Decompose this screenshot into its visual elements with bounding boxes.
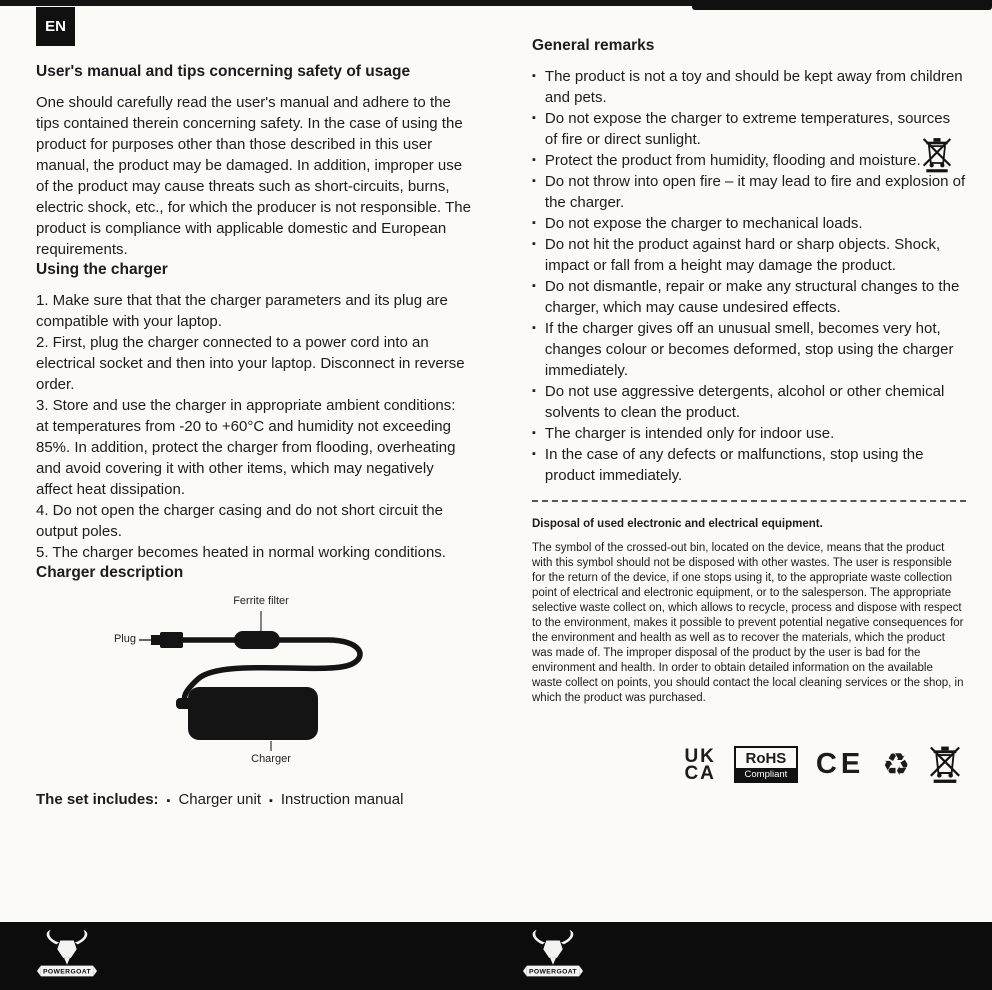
recycling-icon: ♻ xyxy=(882,746,910,782)
set-includes-line xyxy=(36,789,472,812)
list-item xyxy=(532,318,966,381)
bullet-icon: ▪ xyxy=(532,385,536,397)
bullet-icon: ▪ xyxy=(532,448,536,460)
step-item: 1. Make sure that that the charger parameters and its plug are compatible with your laptop. xyxy=(36,292,448,330)
rohs-label: RoHS xyxy=(745,750,787,767)
list-item xyxy=(532,276,966,318)
remark-text: Do not expose the charger to extreme temperatures, sources of fire or direct sunlight. xyxy=(544,110,951,148)
step-item: 3. Store and use the charger in appropriate ambient conditions: at temperatures from -20 to +60°C and humidity not exceeding 85%. In addition, protect the charger from flooding, overheating and avoid covering it with other items, which may negatively affect heat dissipation. xyxy=(36,397,456,498)
footer-bar xyxy=(0,922,992,990)
scan-artifact xyxy=(692,0,992,10)
general-remarks-list xyxy=(532,66,966,486)
remark-text: Do not throw into open fire – it may lead to fire and explosion of the charger. xyxy=(544,173,966,211)
section-title-general: General remarks xyxy=(532,37,655,54)
bullet-icon: ▪ xyxy=(532,154,536,166)
remark-text: The charger is intended only for indoor use. xyxy=(544,425,835,442)
bullet-icon: ▪ xyxy=(532,238,536,250)
language-badge-label: EN xyxy=(45,18,66,35)
rohs-mark xyxy=(734,746,798,783)
section-title-description: Charger description xyxy=(36,564,184,581)
remark-text: Protect the product from humidity, flooding and moisture. xyxy=(544,152,921,169)
list-item xyxy=(532,150,966,171)
rohs-compliant-label: Compliant xyxy=(736,768,796,781)
charger-label: Charger xyxy=(251,753,291,765)
left-column xyxy=(36,62,472,812)
right-column xyxy=(532,36,966,785)
section-title-safety: User's manual and tips concerning safety of usage xyxy=(36,63,411,80)
bullet-icon: ▪ xyxy=(532,280,536,292)
step-item: 4. Do not open the charger casing and do not short circuit the output poles. xyxy=(36,502,443,540)
section-title-using: Using the charger xyxy=(36,261,168,278)
weee-crossed-bin-icon xyxy=(921,136,953,174)
bullet-icon: ▪ xyxy=(532,217,536,229)
dashed-divider xyxy=(532,500,966,502)
bullet-icon: ▪ xyxy=(166,795,171,807)
weee-crossed-bin-icon xyxy=(928,744,962,785)
list-item xyxy=(532,108,966,150)
bullet-icon: ▪ xyxy=(532,112,536,124)
remark-text: The product is not a toy and should be kept away from children and pets. xyxy=(544,68,963,106)
charger-diagram xyxy=(36,593,476,771)
list-item xyxy=(532,381,966,423)
list-item xyxy=(532,423,966,444)
list-item xyxy=(532,213,966,234)
powergoat-logo xyxy=(36,927,98,988)
step-item: 5. The charger becomes heated in normal working conditions. xyxy=(36,544,446,561)
remark-text: In the case of any defects or malfunctions, stop using the product immediately. xyxy=(544,446,924,484)
ce-mark: CE xyxy=(815,748,865,780)
safety-paragraph: One should carefully read the user's manual and adhere to the tips contained therein concerning safety. In the case of using the product for purposes other than those described in this user manual, the product may be damaged. In addition, improper use of the product may cause threats such as short-circuits, burns, electric shock, etc., for which the producer is not responsible. The product is compliance with applicable domestic and European requirements. xyxy=(36,94,471,258)
bullet-icon: ▪ xyxy=(532,322,536,334)
usage-steps xyxy=(36,290,472,563)
remark-text: If the charger gives off an unusual smell, becomes very hot, changes colour or becomes deformed, stop using the charger immediately. xyxy=(544,320,954,379)
set-item: Instruction manual xyxy=(280,791,404,808)
goat-emblem-icon xyxy=(36,927,98,983)
list-item xyxy=(532,444,966,486)
disposal-title: Disposal of used electronic and electrical equipment. xyxy=(532,518,823,530)
list-item xyxy=(532,66,966,108)
powergoat-logo xyxy=(522,927,584,988)
ferrite-filter-label: Ferrite filter xyxy=(233,595,289,607)
bullet-icon: ▪ xyxy=(532,427,536,439)
remark-text: Do not use aggressive detergents, alcohol or other chemical solvents to clean the product. xyxy=(544,383,945,421)
ukca-top: UK xyxy=(684,745,716,767)
goat-emblem-icon xyxy=(522,927,584,983)
list-item xyxy=(532,171,966,213)
set-item: Charger unit xyxy=(178,791,261,808)
brand-name: POWERGOAT xyxy=(42,968,92,976)
remark-text: Do not dismantle, repair or make any structural changes to the charger, which may cause undesired effects. xyxy=(544,278,960,316)
list-item xyxy=(532,234,966,276)
remark-text: Do not expose the charger to mechanical loads. xyxy=(544,215,863,232)
charger-diagram-drawing xyxy=(36,593,476,771)
disposal-body: The symbol of the crossed-out bin, located on the device, means that the product with this symbol should not be disposed with other wastes. The user is responsible for the return of the device, if one stops using it, to the appropriate waste collection point of electrical and electronic equipment, or to the salesperson. The appropriate selective waste collect on, which allows to recycle, process and dispose with respect to the environment, makes it possible to prevent potential negative consequences for the environment and health as well as to recover the materials, which the product was made of. The improper disposal of the product by the user is bad for the environment and health. In order to obtain detailed information on the available waste collect on points, you should contact the local cleaning services or the shop, in which the product was purchased. xyxy=(532,542,964,704)
step-item: 2. First, plug the charger connected to a power cord into an electrical socket and then into your laptop. Disconnect in reverse order. xyxy=(36,334,465,393)
certification-marks xyxy=(532,744,966,785)
bullet-icon: ▪ xyxy=(532,175,536,187)
set-includes-label: The set includes: xyxy=(36,791,159,808)
remark-text: Do not hit the product against hard or sharp objects. Shock, impact or fall from a height may damage the product. xyxy=(544,236,941,274)
plug-label: Plug xyxy=(113,633,136,645)
bullet-icon: ▪ xyxy=(268,795,273,807)
language-badge xyxy=(36,7,75,46)
ukca-bottom: CA xyxy=(684,762,716,784)
brand-name: POWERGOAT xyxy=(528,968,578,976)
ukca-mark xyxy=(684,745,716,784)
bullet-icon: ▪ xyxy=(532,70,536,82)
